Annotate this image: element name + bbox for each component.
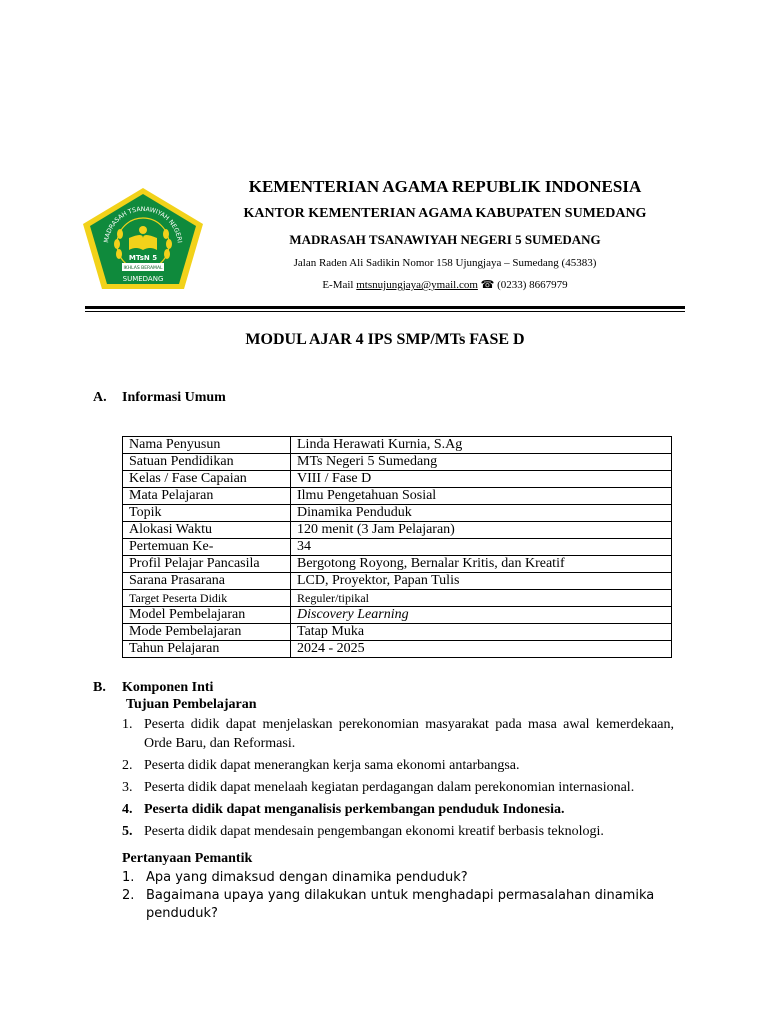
table-key: Pertemuan Ke- (123, 539, 291, 556)
table-row (123, 539, 672, 556)
list-text: Peserta didik dapat menerangkan kerja sama ekonomi antarbangsa. (144, 758, 520, 773)
table-row (123, 437, 672, 454)
table-row (123, 488, 672, 505)
list-item (122, 800, 674, 819)
table-value: 34 (291, 539, 672, 556)
list-item (122, 778, 674, 797)
table-row (123, 641, 672, 658)
general-info-table (122, 436, 672, 658)
list-item (122, 869, 674, 887)
list-text: Peserta didik dapat mendesain pengembangan ekonomi kreatif berbasis teknologi. (144, 824, 604, 839)
table-value: 120 menit (3 Jam Pelajaran) (291, 522, 672, 539)
ministry-name: KEMENTERIAN AGAMA REPUBLIK INDONESIA (248, 177, 642, 196)
header-rule-thin (85, 311, 685, 312)
email-link[interactable]: mtsnujungjaya@ymail.com (356, 279, 478, 291)
list-number: 3. (122, 780, 133, 795)
table-value: MTs Negeri 5 Sumedang (291, 454, 672, 471)
list-text: Bagaimana upaya yang dilakukan untuk menghadapi permasalahan dinamika penduduk? (146, 888, 655, 921)
table-value: Reguler/tipikal (291, 590, 672, 607)
list-item (122, 822, 674, 841)
list-text: Peserta didik dapat menjelaskan perekonomian masyarakat pada masa awal kemerdekaan, Orde Baru, dan Reformasi. (144, 717, 674, 751)
school-name: MADRASAH TSANAWIYAH NEGERI 5 SUMEDANG (289, 232, 601, 247)
table-value: 2024 - 2025 (291, 641, 672, 658)
table-value: Discovery Learning (291, 607, 672, 624)
table-value: LCD, Proyektor, Papan Tulis (291, 573, 672, 590)
logo-school-code: MTsN 5 (128, 254, 158, 262)
logo-city: SUMEDANG (122, 275, 164, 283)
list-number: 1. (122, 870, 135, 885)
list-text: Peserta didik dapat menelaah kegiatan perdagangan dalam perekonomian internasional. (144, 780, 635, 795)
list-number: 2. (122, 888, 135, 903)
learning-objectives-title: Tujuan Pembelajaran (126, 697, 257, 712)
section-a-letter: A. (93, 390, 107, 405)
table-row (123, 505, 672, 522)
table-value: Tatap Muka (291, 624, 672, 641)
list-number: 1. (122, 717, 133, 732)
header-rule-thick (85, 306, 685, 309)
table-row (123, 556, 672, 573)
table-value: Bergotong Royong, Bernalar Kritis, dan Kreatif (291, 556, 672, 573)
section-b-title: Komponen Inti (122, 680, 214, 695)
table-key: Mata Pelajaran (123, 488, 291, 505)
table-key: Satuan Pendidikan (123, 454, 291, 471)
table-row (123, 590, 672, 607)
list-text: Apa yang dimaksud dengan dinamika penduduk? (146, 870, 468, 885)
table-row (123, 607, 672, 624)
phone-number: ☎ (0233) 8667979 (477, 279, 568, 291)
table-key: Profil Pelajar Pancasila (123, 556, 291, 573)
table-row (123, 522, 672, 539)
table-value: Ilmu Pengetahuan Sosial (291, 488, 672, 505)
logo-ring-text: MADRASAH TSANAWIYAH NEGERI (103, 205, 183, 244)
list-item (122, 756, 674, 775)
trigger-questions-list (122, 869, 674, 923)
list-number: 2. (122, 758, 133, 773)
school-address: Jalan Raden Ali Sadikin Nomor 158 Ujungjaya – Sumedang (45383) (293, 257, 597, 269)
document-title: MODUL AJAR 4 IPS SMP/MTs FASE D (245, 331, 525, 348)
logo-banner-text: IKHLAS BERAMAL (123, 266, 163, 271)
table-key: Alokasi Waktu (123, 522, 291, 539)
table-value: Linda Herawati Kurnia, S.Ag (291, 437, 672, 454)
section-b-heading (93, 680, 213, 696)
section-a-heading (93, 390, 226, 406)
table-row (123, 471, 672, 488)
contact-line (205, 278, 685, 291)
table-row (123, 573, 672, 590)
table-key: Nama Penyusun (123, 437, 291, 454)
school-logo (80, 186, 206, 292)
list-text: Peserta didik dapat menganalisis perkembangan penduduk Indonesia. (144, 802, 565, 817)
table-key: Model Pembelajaran (123, 607, 291, 624)
table-value: Dinamika Penduduk (291, 505, 672, 522)
section-b-letter: B. (93, 680, 106, 695)
table-row (123, 454, 672, 471)
learning-objectives-list (122, 715, 674, 844)
table-key: Sarana Prasarana (123, 573, 291, 590)
table-key: Kelas / Fase Capaian (123, 471, 291, 488)
table-key: Mode Pembelajaran (123, 624, 291, 641)
list-number: 4. (122, 802, 133, 817)
table-key: Topik (123, 505, 291, 522)
list-number: 5. (122, 824, 133, 839)
table-row (123, 624, 672, 641)
email-label: E-Mail (322, 279, 357, 291)
trigger-questions-title: Pertanyaan Pemantik (122, 851, 253, 866)
section-a-title: Informasi Umum (122, 390, 226, 405)
table-key: Target Peserta Didik (123, 590, 291, 607)
table-value: VIII / Fase D (291, 471, 672, 488)
list-item (122, 715, 674, 753)
list-item (122, 887, 674, 923)
table-key: Tahun Pelajaran (123, 641, 291, 658)
office-name: KANTOR KEMENTERIAN AGAMA KABUPATEN SUMEDANG (243, 206, 647, 221)
